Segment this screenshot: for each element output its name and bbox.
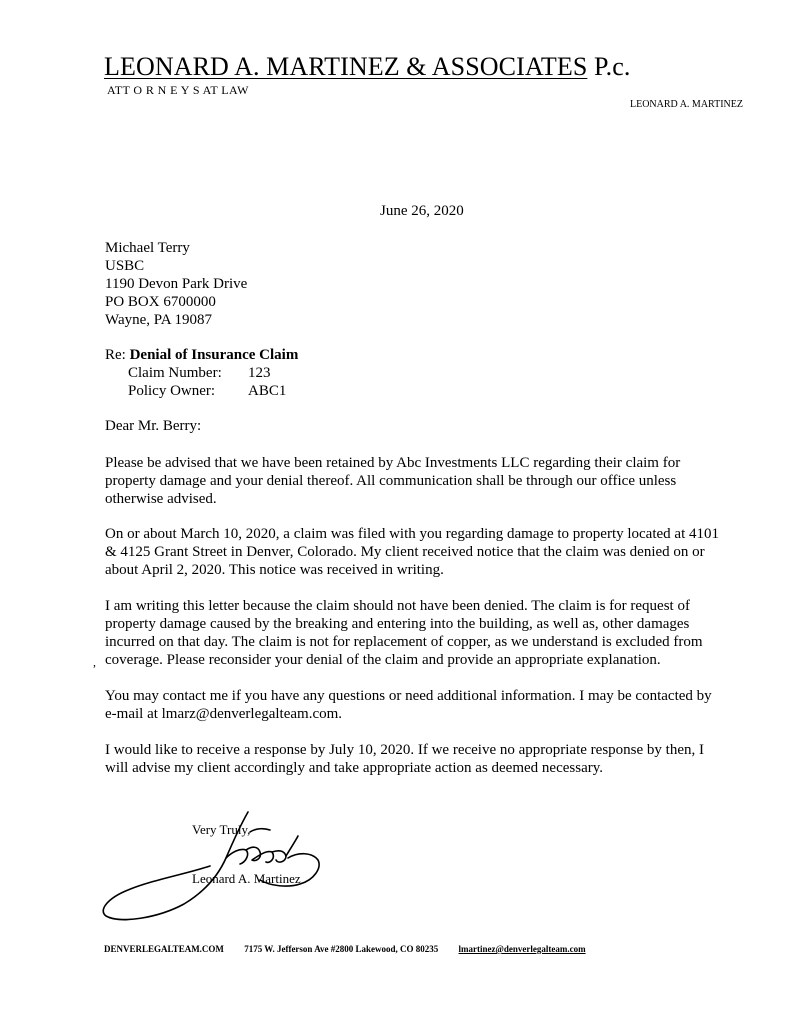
address-line: Wayne, PA 19087 [105, 312, 212, 328]
text-line: coverage. Please reconsider your denial of the claim and provide an appropriate explanation. [105, 652, 661, 668]
paragraph-deadline [105, 741, 745, 777]
footer-email-link[interactable]: lmartinez@denverlegalteam.com [458, 944, 586, 954]
text-line: property damage caused by the breaking and entering into the building, as well as, other damages [105, 616, 690, 632]
signer-name: Leonard A. Martinez [192, 871, 301, 886]
stray-mark: , [93, 655, 96, 669]
address-line: USBC [105, 258, 145, 274]
footer [104, 944, 586, 954]
re-prefix: Re: [105, 347, 130, 363]
letter-date: June 26, 2020 [380, 203, 464, 219]
text-line: & 4125 Grant Street in Denver, Colorado. My client received notice that the claim was denied on or [105, 544, 705, 560]
paragraph-retained [105, 454, 745, 508]
text-line: On or about March 10, 2020, a claim was filed with you regarding damage to property located at 4101 [105, 526, 719, 542]
text-line: incurred on that day. The claim is not for replacement of copper, as we understand is excluded from [105, 634, 703, 650]
policy-owner-label: Policy Owner: [128, 383, 216, 399]
policy-owner-value: ABC1 [248, 383, 287, 399]
attorney-name-header: LEONARD A. MARTINEZ [629, 99, 743, 110]
address-line: 1190 Devon Park Drive [105, 276, 248, 292]
text-line: You may contact me if you have any questions or need additional information. I may be contacted by [105, 688, 712, 704]
claim-number-value: 123 [248, 365, 271, 381]
text-line: I would like to receive a response by July 10, 2020. If we receive no appropriate response by then, I [105, 742, 704, 758]
closing-line: Very Truly, [192, 822, 251, 837]
text-line: otherwise advised. [105, 491, 217, 507]
text-line: I am writing this letter because the claim should not have been denied. The claim is for request of [105, 598, 690, 614]
paragraph-contact [105, 687, 745, 723]
recipient-address [105, 239, 247, 329]
paragraph-request [105, 597, 745, 669]
text-line: e-mail at lmarz@denverlegalteam.com. [105, 706, 343, 722]
text-line: will advise my client accordingly and take appropriate action as deemed necessary. [105, 760, 603, 776]
reference-block [105, 346, 298, 400]
firm-tagline: ATT O R N E Y S AT LAW [107, 83, 249, 97]
address-line: Michael Terry [105, 240, 190, 256]
re-subject: Denial of Insurance Claim [129, 347, 299, 363]
firm-name [104, 52, 631, 82]
footer-website[interactable]: DENVERLEGALTEAM.COM [104, 944, 224, 954]
claim-number-label: Claim Number: [128, 365, 222, 381]
text-line: property damage and your denial thereof. All communication shall be through our office unless [105, 473, 677, 489]
paragraph-claim-history [105, 525, 745, 579]
text-line: Please be advised that we have been retained by Abc Investments LLC regarding their claim for [105, 455, 681, 471]
salutation: Dear Mr. Berry: [105, 418, 202, 434]
footer-address: 7175 W. Jefferson Ave #2800 Lakewood, CO 80235 [244, 944, 439, 954]
text-line: about April 2, 2020. This notice was received in writing. [105, 562, 444, 578]
signature-block [100, 806, 330, 926]
firm-name-suffix: P.c. [587, 52, 631, 81]
firm-name-main: LEONARD A. MARTINEZ & ASSOCIATES [104, 52, 588, 81]
address-line: PO BOX 6700000 [105, 294, 216, 310]
